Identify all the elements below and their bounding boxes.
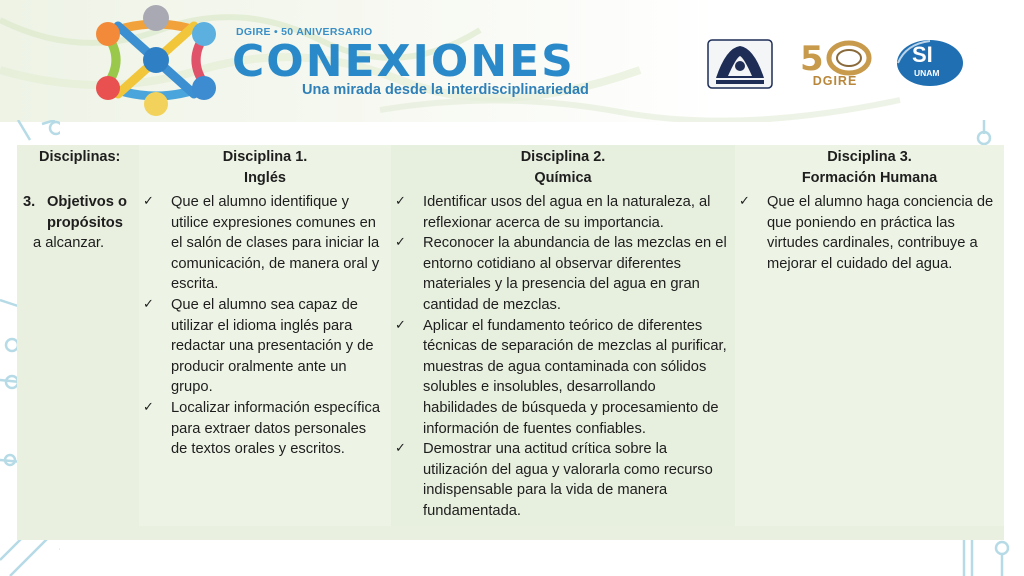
header-discipline-1 xyxy=(139,145,391,192)
checkmark-icon: ✓ xyxy=(395,441,406,457)
row-label-plain: a alcanzar. xyxy=(33,235,105,252)
logo-title: CONEXIONES xyxy=(232,36,575,87)
header-banner xyxy=(0,0,1024,122)
checkmark-icon: ✓ xyxy=(395,235,406,251)
header-disciplinas: Disciplinas: xyxy=(39,149,121,165)
unam-seal-icon xyxy=(706,38,774,90)
discipline-2-title: Disciplina 2. xyxy=(520,149,606,165)
discipline-3-title: Disciplina 3. xyxy=(827,149,912,165)
dgire-50-logo xyxy=(794,36,876,92)
list-item: ✓ Identificar usos del agua en la naturaleza, al reflexionar acerca de su importancia. xyxy=(395,194,711,231)
si-unam-logo xyxy=(892,38,964,88)
checkmark-icon: ✓ xyxy=(143,194,154,209)
header-discipline-3 xyxy=(735,145,1004,192)
table-header-row xyxy=(17,145,1004,192)
table-row xyxy=(17,192,1004,526)
list-item: ✓ Que el alumno sea capaz de utilizar el idioma inglés para redactar una presentación y de producir oralmente ante un grupo. xyxy=(143,296,374,396)
checkmark-icon: ✓ xyxy=(395,194,406,209)
checkmark-icon: ✓ xyxy=(395,317,406,333)
row-label-bold-1: Objetivos o xyxy=(47,194,127,210)
discipline-1-objectives xyxy=(139,192,391,526)
dgire-text: DGIRE xyxy=(812,74,858,88)
si-text: SI xyxy=(912,42,933,67)
checkmark-icon: ✓ xyxy=(143,399,154,415)
row-number: 3. xyxy=(23,194,36,210)
discipline-2-name: Química xyxy=(534,169,592,186)
row-label-bold-2: propósitos xyxy=(47,214,123,231)
objectives-table xyxy=(17,145,1004,526)
list-item: ✓ Aplicar el fundamento teórico de diferentes técnicas de separación de mezclas al purificar, muestras de agua contaminada con sólidos solubles e insolubles, desarrollando habilidades de búsqueda y procesamiento de información de fuentes confiables. xyxy=(395,317,727,437)
list-item: ✓ Demostrar una actitud crítica sobre la utilización del agua y valorarla como recurso indispensable para la vida de manera fundamentada. xyxy=(395,441,713,519)
discipline-3-objectives xyxy=(735,192,1004,526)
unam-text: UNAM xyxy=(914,68,940,78)
list-item: ✓ Que el alumno identifique y utilice expresiones comunes en el salón de clases para iniciar la comunicación, de manera oral y escrita. xyxy=(143,194,380,293)
header-discipline-2 xyxy=(391,145,735,192)
svg-text:5: 5 xyxy=(800,39,824,76)
list-item: ✓ Reconocer la abundancia de las mezclas en el entorno cotidiano al observar diferentes materiales y la presencia del agua en gran cantidad de mezclas. xyxy=(395,235,727,313)
objectives-row-label xyxy=(17,192,139,526)
objectives-table-panel xyxy=(17,145,1004,540)
discipline-1-name: Inglés xyxy=(244,169,286,186)
conexiones-logo-icon xyxy=(86,4,226,116)
logo-subtitle: Una mirada desde la interdisciplinariedad xyxy=(302,82,589,98)
discipline-2-objectives xyxy=(391,192,735,526)
checkmark-icon: ✓ xyxy=(739,194,750,209)
list-item: ✓ Localizar información específica para extraer datos personales de textos orales y escritos. xyxy=(143,399,380,458)
dgire-50-icon xyxy=(794,36,876,76)
checkmark-icon: ✓ xyxy=(143,296,154,312)
discipline-1-title: Disciplina 1. xyxy=(222,149,308,165)
logo-tagline: DGIRE • 50 ANIVERSARIO xyxy=(236,26,373,38)
list-item: ✓ Que el alumno haga conciencia de que poniendo en práctica las virtudes cardinales, contribuye a mejorar el cuidado del agua. xyxy=(739,194,994,272)
discipline-3-name: Formación Humana xyxy=(801,169,938,186)
